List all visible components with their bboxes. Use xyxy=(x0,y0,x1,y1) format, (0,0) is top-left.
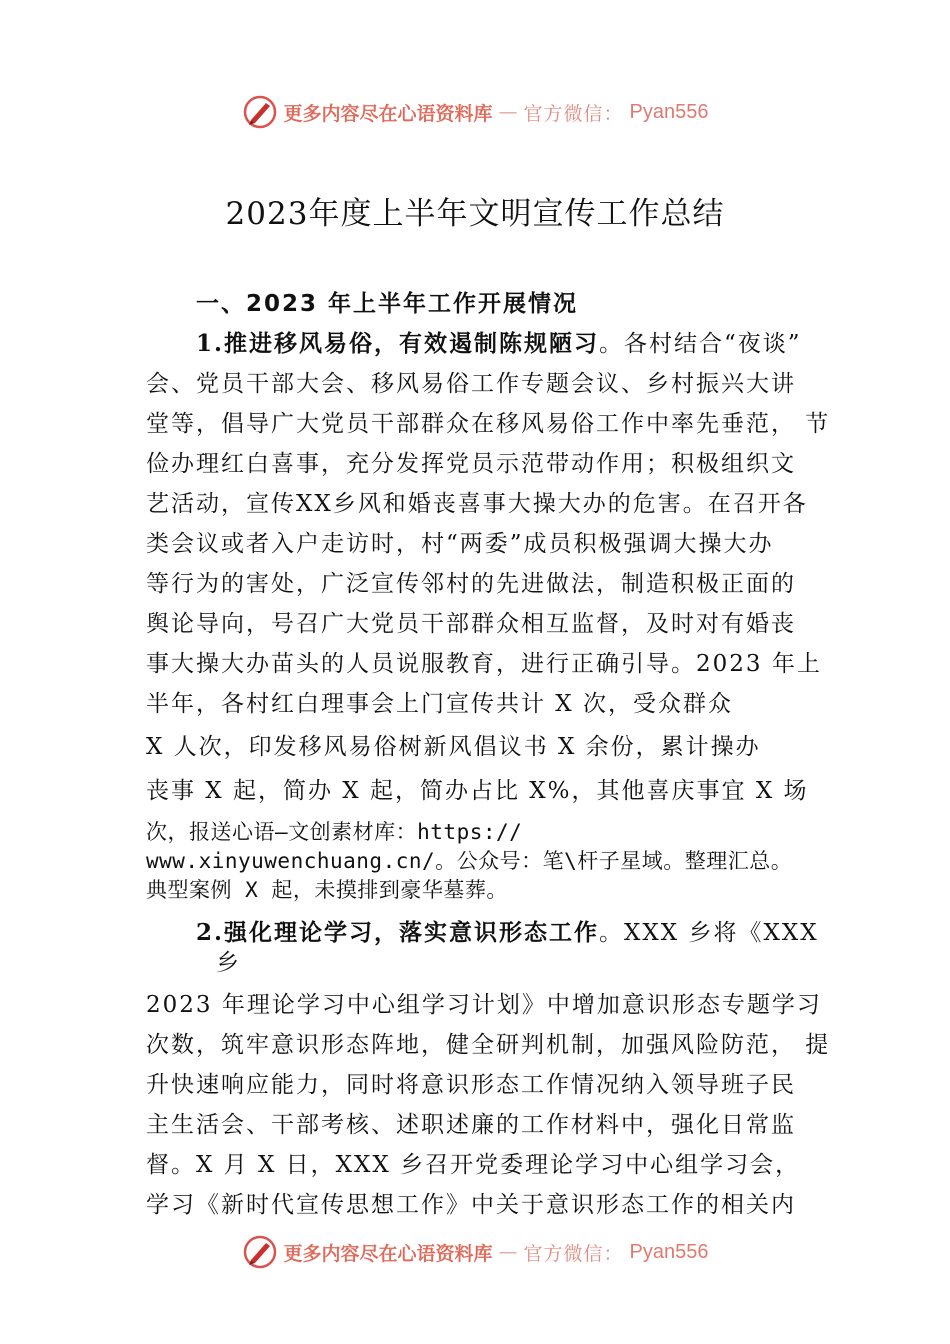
section-heading: 一、2023 年上半年工作开展情况 xyxy=(196,291,579,317)
item1-line: 丧事 X 起，简办 X 起，简办占比 X%，其他喜庆事宜 X 场 xyxy=(146,778,809,804)
watermark-separator: — xyxy=(498,1241,518,1263)
item2-lead-tail: 。XXX 乡将《XXX xyxy=(599,920,819,946)
item1-line: 类会议或者入户走访时，村“两委”成员积极强调大操大办 xyxy=(146,531,774,557)
document-title: 2023年度上半年文明宣传工作总结 xyxy=(225,196,725,232)
pen-logo-icon xyxy=(242,1234,278,1270)
item1-line: 等行为的害处，广泛宣传邻村的先进做法，制造积极正面的 xyxy=(146,571,796,597)
item2-line: 2023 年理论学习中心组学习计划》中增加意识形态专题学习 xyxy=(146,992,822,1018)
item1-line: 次，报送心语—文创素材库：https:// xyxy=(146,820,523,844)
watermark-separator: — xyxy=(498,101,518,123)
item1-line: 堂等，倡导广大党员干部群众在移风易俗工作中率先垂范， 节 xyxy=(146,411,831,437)
item1-lead: 1.推进移风易俗，有效遏制陈规陋习 xyxy=(196,330,600,357)
item2-lead-wrap: 乡 xyxy=(216,950,241,976)
item2-line: 督。X 月 X 日，XXX 乡召开党委理论学习中心组学习会， xyxy=(146,1152,801,1178)
item2-line: 主生活会、干部考核、述职述廉的工作材料中，强化日常监 xyxy=(146,1112,796,1138)
pen-logo-icon xyxy=(242,94,278,130)
watermark-brand: 更多内容尽在心语资料库 xyxy=(283,1242,493,1265)
item1-line: 。各村结合“夜谈” xyxy=(599,331,802,357)
item1-line: 舆论导向，号召广大党员干部群众相互监督，及时对有婚丧 xyxy=(146,611,796,637)
item1-line: 半年，各村红白理事会上门宣传共计 X 次，受众群众 xyxy=(146,691,733,717)
watermark-contact-label: 官方微信： xyxy=(523,1242,624,1265)
watermark-brand: 更多内容尽在心语资料库 xyxy=(283,102,493,125)
watermark-wechat-id: Pyan556 xyxy=(629,1240,709,1263)
item2-line: 升快速响应能力，同时将意识形态工作情况纳入领导班子民 xyxy=(146,1072,796,1098)
item1-line: X 人次，印发移风易俗树新风倡议书 X 余份，累计操办 xyxy=(146,734,761,760)
item1-line: 事大操大办苗头的人员说服教育，进行正确引导。2023 年上 xyxy=(146,651,822,677)
item1-first-line xyxy=(196,325,802,358)
watermark-footer xyxy=(0,1234,950,1270)
item2-line: 次数，筑牢意识形态阵地，健全研判机制，加强风险防范， 提 xyxy=(146,1032,831,1058)
item2-lead: 2.强化理论学习，落实意识形态工作 xyxy=(196,919,600,946)
item1-line: 艺活动，宣传XX乡风和婚丧喜事大操大办的危害。在召开各 xyxy=(146,491,808,517)
item1-line: www.xinyuwenchuang.cn/。公众号：笔\杆子星域。整理汇总。 xyxy=(146,849,793,873)
item1-line: 俭办理红白喜事，充分发挥党员示范带动作用；积极组织文 xyxy=(146,451,796,477)
item1-line: 会、党员干部大会、移风易俗工作专题会议、乡村振兴大讲 xyxy=(146,371,796,397)
item2-line: 学习《新时代宣传思想工作》中关于意识形态工作的相关内 xyxy=(146,1192,796,1218)
watermark-wechat-id: Pyan556 xyxy=(629,100,709,123)
watermark-contact-label: 官方微信： xyxy=(523,102,624,125)
watermark-header xyxy=(0,94,950,130)
item1-line: 典型案例 X 起，未摸排到豪华墓葬。 xyxy=(146,878,508,902)
item2-first-line xyxy=(196,914,819,947)
